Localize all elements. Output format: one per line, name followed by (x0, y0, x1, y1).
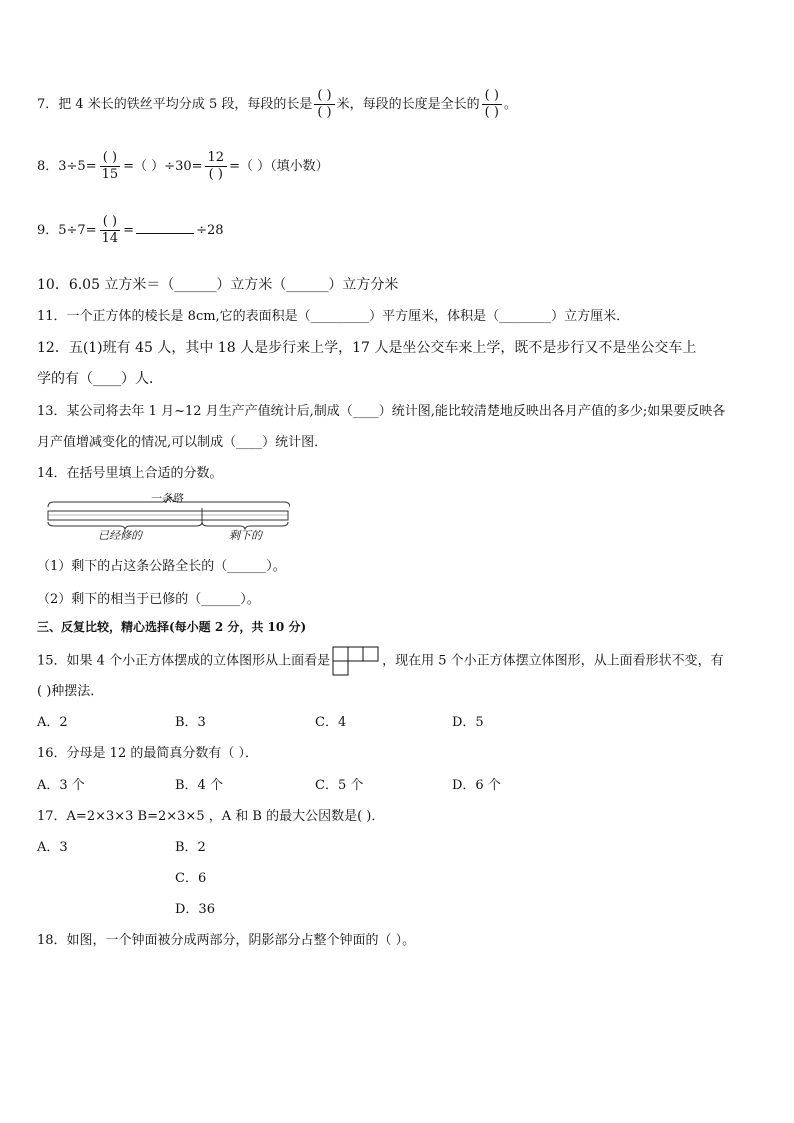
q15-option-b[interactable]: B．3 (175, 715, 206, 730)
question-15-line-2[interactable]: ( )种摆法． (37, 684, 104, 699)
q7-fraction-1[interactable] (314, 88, 334, 121)
q8-frac2-denominator[interactable]: ( ) (208, 167, 223, 182)
q8-frac2-numerator: 12 (205, 150, 228, 167)
q15-option-c[interactable]: C．4 (315, 715, 347, 730)
question-10[interactable]: 10．6.05 立方米＝（______）立方米（______）立方分米 (37, 277, 399, 293)
q9-text-b: = (123, 223, 135, 238)
question-14: 14．在括号里填上合适的分数。 (37, 466, 223, 481)
q9-text-a: 9．5÷7= (37, 223, 97, 238)
question-14-1[interactable]: （1）剩下的占这条公路全长的（______）。 (37, 559, 286, 574)
question-12-line-2[interactable]: 学的有（____）人． (37, 371, 163, 387)
question-11[interactable]: 11．一个正方体的棱长是 8cm,它的表面积是（_________）平方厘米，体积是（________）立方厘米． (37, 309, 630, 324)
q7-text-b: 米，每段的长度是全长的 (336, 97, 480, 112)
q8-frac1-denominator: 15 (101, 167, 119, 182)
q9-frac-numerator[interactable]: ( ) (100, 214, 120, 231)
q7-text-a: 7．把 4 米长的铁丝平均分成 5 段，每段的长是 (37, 97, 313, 112)
q17-option-b[interactable]: B．2 (175, 840, 206, 855)
question-17[interactable]: 17．A=2×3×3 B=2×3×5 ，A 和 B 的最大公因数是( )． (37, 809, 385, 824)
question-13-line-1: 13．某公司将去年 1 月~12 月生产产值统计后,制成（____）统计图,能比较清楚地反映出各月产值的多少;如果要反映各 (37, 404, 726, 419)
q8-fraction-1[interactable] (99, 150, 122, 183)
q16-option-a[interactable]: A．3 个 (37, 778, 85, 793)
question-7 (37, 88, 517, 121)
q7-frac1-denominator[interactable]: ( ) (317, 105, 332, 120)
question-14-2[interactable]: （2）剩下的相当于已修的（______）。 (37, 592, 260, 607)
road-bar (48, 511, 288, 520)
q17-option-c[interactable]: C．6 (175, 871, 207, 886)
q16-option-d[interactable]: D．6 个 (452, 778, 501, 793)
q8-text-b[interactable]: =（ ）÷30= (123, 159, 203, 174)
q15-option-d[interactable]: D．5 (452, 715, 484, 730)
q7-text-c: 。 (503, 97, 517, 112)
q9-frac-denominator: 14 (101, 231, 119, 246)
q7-fraction-2[interactable] (482, 88, 502, 121)
q15-text-b: ，现在用 5 个小正方体摆立体图形，从上面看形状不变，有 (382, 653, 724, 669)
q8-frac1-numerator[interactable]: ( ) (100, 150, 120, 167)
q8-text-c[interactable]: =（ ）（填小数） (229, 159, 329, 174)
road-top-label: 一条路 (150, 492, 183, 505)
road-left-brace (48, 522, 202, 529)
q8-fraction-2[interactable] (205, 150, 228, 183)
question-9 (37, 214, 224, 247)
q15-option-a[interactable]: A．2 (37, 715, 68, 730)
top-view-grid-icon (332, 646, 380, 676)
road-right-label: 剩下的 (229, 529, 262, 542)
q16-option-c[interactable]: C．5 个 (315, 778, 364, 793)
q9-answer-blank[interactable] (136, 221, 194, 234)
question-16[interactable]: 16．分母是 12 的最简真分数有（ ）． (37, 746, 258, 761)
question-13-line-2[interactable]: 月产值增减变化的情况,可以制成（____）统计图． (37, 435, 328, 450)
q17-option-a[interactable]: A．3 (37, 840, 68, 855)
q7-frac2-denominator[interactable]: ( ) (484, 105, 499, 120)
q7-frac1-numerator[interactable]: ( ) (314, 88, 334, 105)
question-18[interactable]: 18．如图，一个钟面被分成两部分，阴影部分占整个钟面的（ ）。 (37, 933, 416, 948)
question-15 (37, 646, 724, 676)
q16-option-b[interactable]: B．4 个 (175, 778, 223, 793)
road-left-label: 已经修的 (98, 529, 142, 542)
question-8 (37, 150, 329, 183)
section-3-heading: 三、反复比较，精心选择(每小题 2 分，共 10 分) (37, 620, 307, 634)
q17-option-d[interactable]: D．36 (175, 902, 215, 917)
q7-frac2-numerator[interactable]: ( ) (482, 88, 502, 105)
q15-text-a: 15．如果 4 个小正方体摆成的立体图形从上面看是 (37, 653, 331, 669)
q9-fraction[interactable] (99, 214, 122, 247)
q8-text-a: 8．3÷5= (37, 159, 97, 174)
road-right-brace (202, 522, 288, 529)
question-12-line-1: 12．五(1)班有 45 人，其中 18 人是步行来上学，17 人是坐公交车来上学，既不是步行又不是坐公交车上 (37, 340, 697, 356)
q9-text-c: ÷28 (196, 223, 224, 238)
